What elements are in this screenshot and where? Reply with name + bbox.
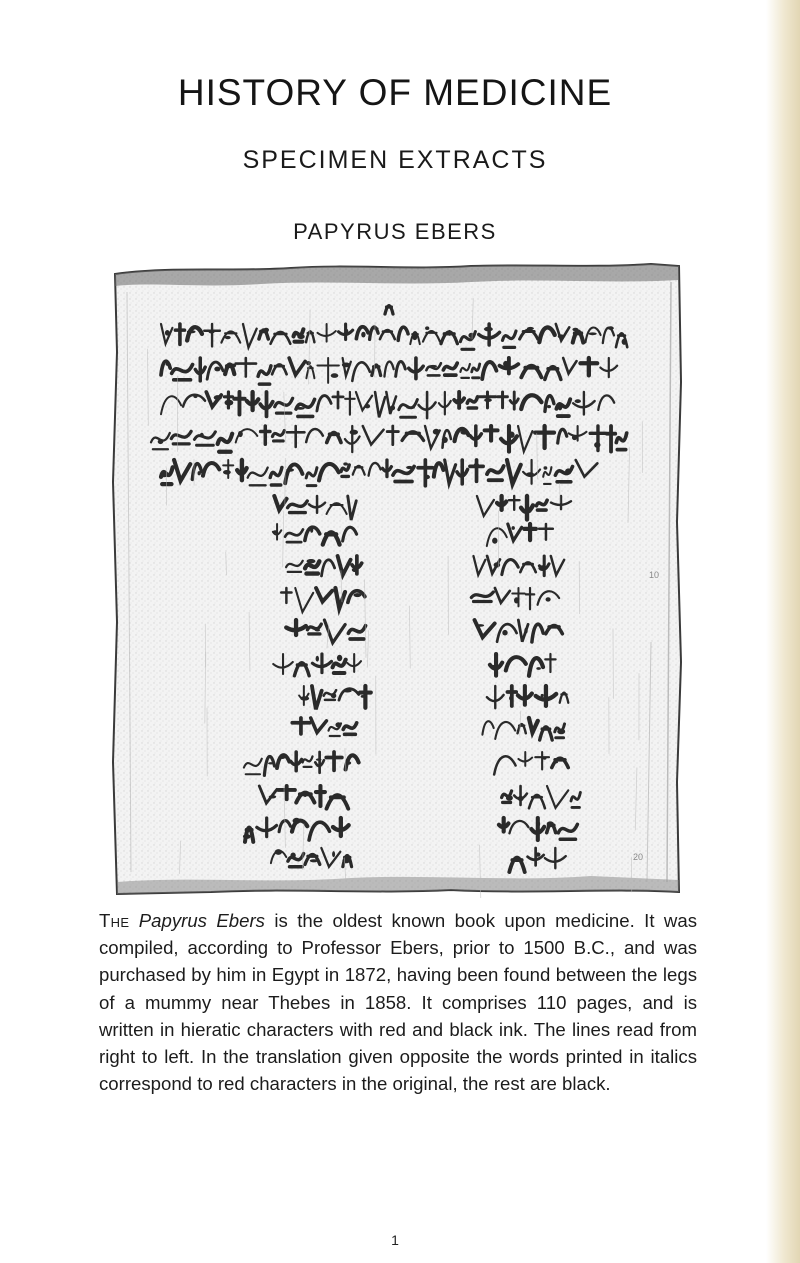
papyrus-sheet <box>113 264 681 894</box>
caption-paragraph <box>99 907 697 1097</box>
caption-text: is the oldest known book upon medicine. It was compiled, according to Professor Ebers, prior to 1500 B.C., and was purchased by him in Egypt in 1872, having been found between the legs of a mummy near Thebes in 1858. It comprises 110 pages, and is written in hieratic characters with red and black ink. The lines read from right to left. In the translation given opposite the words printed in italics correspond to red characters in the original, the rest are black. <box>99 910 697 1095</box>
papyrus-plate-image <box>111 262 683 898</box>
caption-title-italic: Papyrus Ebers <box>138 910 265 931</box>
caption-lead: The <box>99 910 130 931</box>
plate-title: PAPYRUS EBERS <box>293 219 497 244</box>
margin-mark-10: 10 <box>649 570 660 580</box>
margin-mark-20: 20 <box>633 852 644 862</box>
section-title: SPECIMEN EXTRACTS <box>242 146 548 174</box>
page-edge-shadow <box>766 0 800 1263</box>
running-title: HISTORY OF MEDICINE <box>177 72 613 113</box>
page-number: 1 <box>391 1232 399 1248</box>
